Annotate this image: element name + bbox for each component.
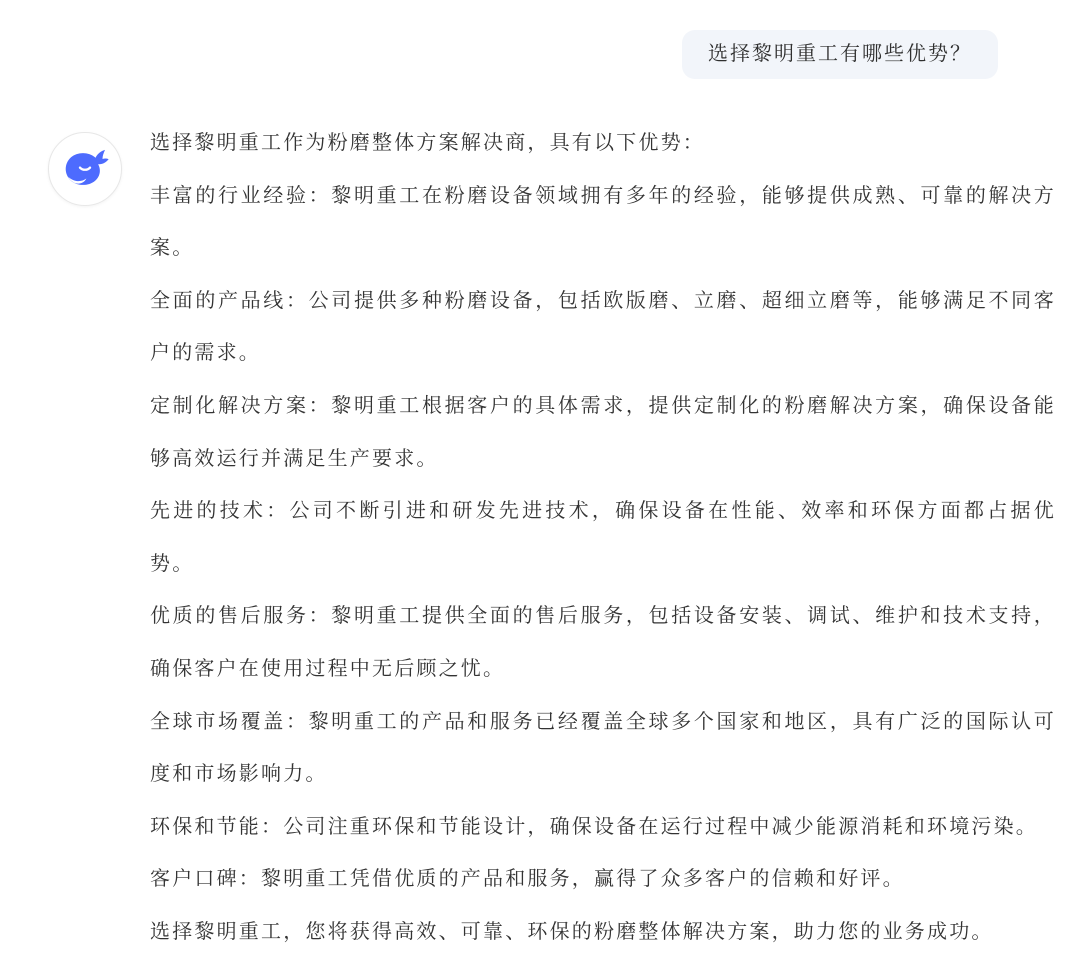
assistant-paragraph: 先进的技术：公司不断引进和研发先进技术，确保设备在性能、效率和环保方面都占据优势。 (150, 500, 1056, 575)
assistant-avatar (48, 132, 122, 206)
assistant-paragraph: 选择黎明重工作为粉磨整体方案解决商，具有以下优势： (150, 132, 705, 154)
user-message-row (682, 30, 998, 79)
assistant-paragraph: 选择黎明重工，您将获得高效、可靠、环保的粉磨整体解决方案，助力您的业务成功。 (150, 920, 994, 943)
assistant-paragraph: 客户口碑：黎明重工凭借优质的产品和服务，赢得了众多客户的信赖和好评。 (150, 868, 905, 891)
assistant-paragraph: 全面的产品线：公司提供多种粉磨设备，包括欧版磨、立磨、超细立磨等，能够满足不同客户的需求。 (150, 289, 1056, 365)
user-message-bubble: 选择黎明重工有哪些优势？ (682, 30, 998, 79)
assistant-paragraph: 优质的售后服务：黎明重工提供全面的售后服务，包括设备安装、调试、维护和技术支持，确保客户在使用过程中无后顾之忧。 (150, 605, 1056, 680)
assistant-paragraph: 环保和节能：公司注重环保和节能设计，确保设备在运行过程中减少能源消耗和环境污染。 (150, 815, 1038, 838)
assistant-message-content (150, 117, 1056, 959)
assistant-paragraph: 全球市场覆盖：黎明重工的产品和服务已经覆盖全球多个国家和地区，具有广泛的国际认可度和市场影响力。 (150, 710, 1056, 786)
assistant-paragraph: 定制化解决方案：黎明重工根据客户的具体需求，提供定制化的粉磨解决方案，确保设备能够高效运行并满足生产要求。 (150, 394, 1056, 470)
assistant-paragraph: 丰富的行业经验：黎明重工在粉磨设备领域拥有多年的经验，能够提供成熟、可靠的解决方案。 (150, 184, 1056, 260)
deepseek-whale-icon (61, 149, 109, 189)
